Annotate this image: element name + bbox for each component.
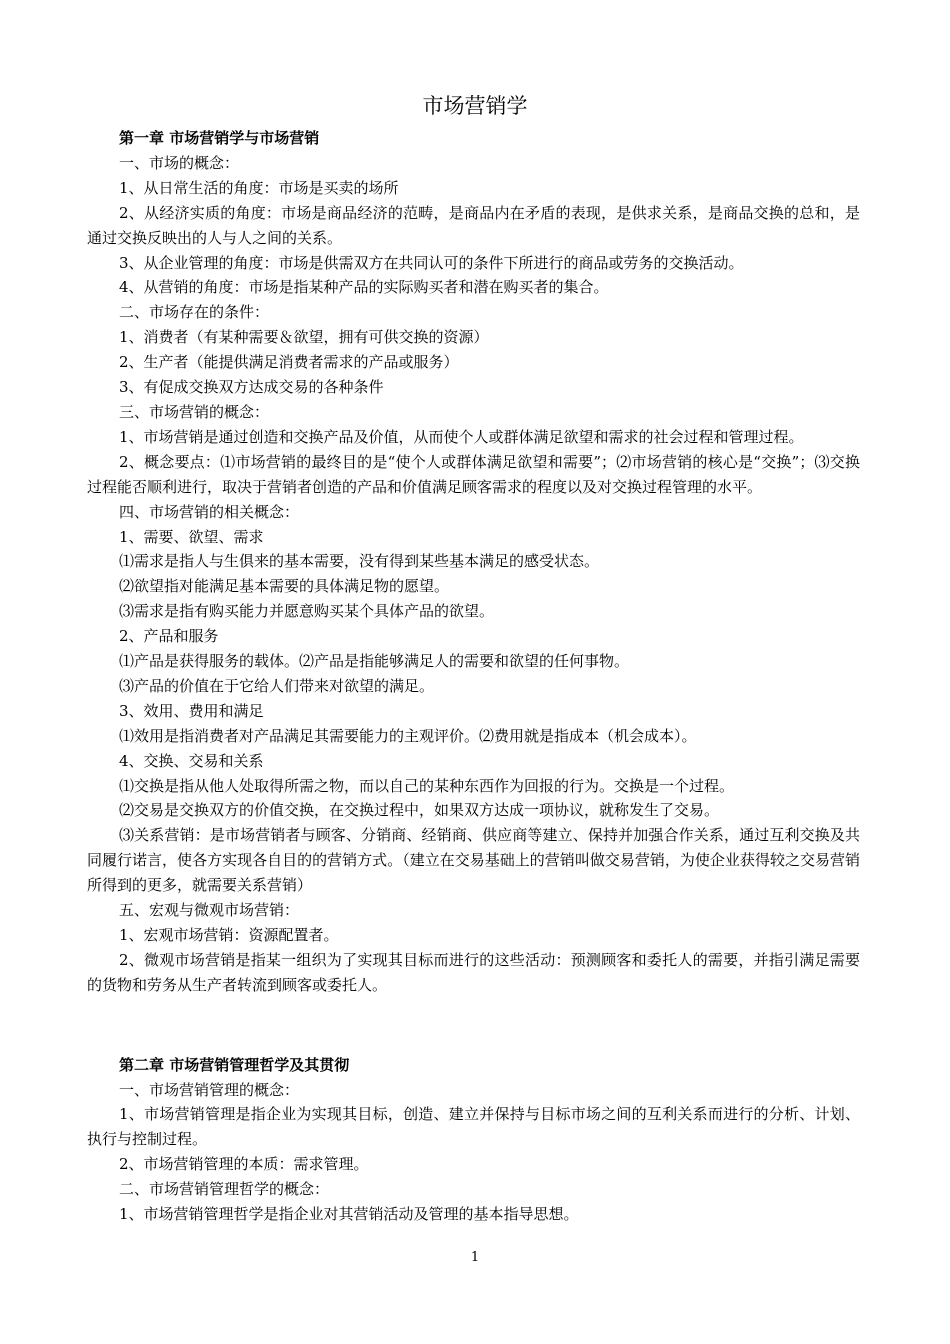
paragraph: 1、市场营销管理是指企业为实现其目标，创造、建立并保持与目标市场之间的互利关系而进行的分析、计划、执行与控制过程。 xyxy=(87,1105,860,1149)
page-number: 1 xyxy=(470,1250,480,1265)
paragraph: 1、消费者（有某种需要＆欲望，拥有可供交换的资源） xyxy=(119,328,489,347)
paragraph: 1、宏观市场营销：资源配置者。 xyxy=(119,926,339,944)
paragraph: 2、市场营销管理的本质：需求管理。 xyxy=(119,1155,369,1174)
paragraph: ⑴需求是指人与生俱来的基本需要，没有得到某些基本满足的感受状态。 xyxy=(119,552,600,571)
paragraph: ⑵欲望指对能满足基本需要的具体满足物的愿望。 xyxy=(119,577,450,596)
paragraph: 三、市场营销的概念： xyxy=(119,402,270,421)
paragraph: ⑴效用是指消费者对产品满足其需要能力的主观评价。⑵费用就是指成本（机会成本）。 xyxy=(119,726,697,745)
paragraph: 2、产品和服务 xyxy=(119,627,219,646)
paragraph: 二、市场营销管理哲学的概念： xyxy=(119,1180,330,1199)
paragraph: ⑴产品是获得服务的载体。⑵产品是指能够满足人的需要和欲望的任何事物。 xyxy=(119,652,630,671)
blank-line xyxy=(87,1013,860,1038)
document-title: 市场营销学 xyxy=(422,94,528,118)
paragraph: 3、有促成交换双方达成交易的各种条件 xyxy=(119,378,384,397)
paragraph: 2、从经济实质的角度：市场是商品经济的范畴，是商品内在矛盾的表现，是供求关系，是商品交换的总和，是通过交换反映出的人与人之间的关系。 xyxy=(87,203,860,247)
paragraph: 二、市场存在的条件： xyxy=(119,303,270,322)
paragraph: ⑶产品的价值在于它给人们带来对欲望的满足。 xyxy=(119,676,435,695)
paragraph: 一、市场营销管理的概念： xyxy=(119,1080,300,1099)
paragraph: ⑵交易是交换双方的价值交换，在交换过程中，如果双方达成一项协议，就称发生了交易。 xyxy=(119,801,720,820)
paragraph: 四、市场营销的相关概念： xyxy=(119,502,300,521)
paragraph: ⑶需求是指有购买能力并愿意购买某个具体产品的欲望。 xyxy=(119,602,495,621)
paragraph: 2、微观市场营销是指某一组织为了实现其目标而进行的这些活动：预测顾客和委托人的需要，并指引满足需要的货物和劳务从生产者转流到顾客或委托人。 xyxy=(87,950,860,994)
paragraph: 2、概念要点：⑴市场营销的最终目的是“使个人或群体满足欲望和需要”；⑵市场营销的核心是“交换”；⑶交换过程能否顺利进行，取决于营销者创造的产品和价值满足顾客需求的程度以及对交换过程管理的水平。 xyxy=(87,452,860,496)
paragraph: 1、从日常生活的角度：市场是买卖的场所 xyxy=(119,178,399,197)
paragraph: 1、需要、欲望、需求 xyxy=(119,527,264,546)
paragraph: 4、从营销的角度：市场是指某种产品的实际购买者和潜在购买者的集合。 xyxy=(119,278,609,297)
paragraph: 4、交换、交易和关系 xyxy=(119,751,264,770)
paragraph: 3、从企业管理的角度：市场是供需双方在共同认可的条件下所进行的商品或劳务的交换活动。 xyxy=(119,253,744,272)
chapter-heading: 第二章 市场营销管理哲学及其贯彻 xyxy=(119,1055,350,1074)
paragraph: 1、市场营销管理哲学是指企业对其营销活动及管理的基本指导思想。 xyxy=(119,1205,579,1224)
paragraph: ⑴交换是指从他人处取得所需之物，而以自己的某种东西作为回报的行为。交换是一个过程。 xyxy=(119,776,735,795)
paragraph: ⑶关系营销：是市场营销者与顾客、分销商、经销商、供应商等建立、保持并加强合作关系，通过互利交换及共同履行诺言，使各方实现各自目的的营销方式。（建立在交易基础上的营销叫做交易营销，为使企业获得较之交易营销所得到的更多，就需要关系营销） xyxy=(87,826,860,895)
paragraph: 1、市场营销是通过创造和交换产品及价值，从而使个人或群体满足欲望和需求的社会过程和管理过程。 xyxy=(119,427,804,446)
chapter-heading: 第一章 市场营销学与市场营销 xyxy=(119,129,320,147)
paragraph: 一、市场的概念： xyxy=(119,153,240,172)
paragraph: 五、宏观与微观市场营销： xyxy=(119,901,300,920)
document-body xyxy=(87,126,860,1227)
paragraph: 3、效用、费用和满足 xyxy=(119,701,264,720)
paragraph: 2、生产者（能提供满足消费者需求的产品或服务） xyxy=(119,353,459,372)
